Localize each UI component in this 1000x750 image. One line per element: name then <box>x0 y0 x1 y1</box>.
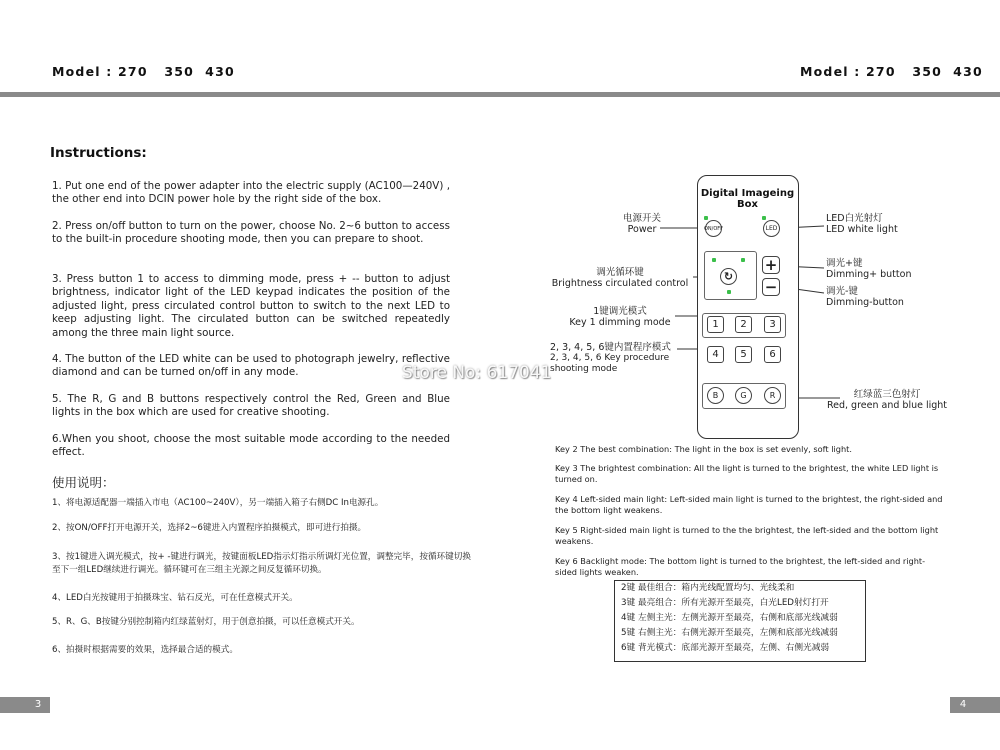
instruction-paragraph-2: 2. Press on/off button to turn on the power, choose No. 2~6 button to access to the built-in procedure shooting mode, then you can prepare to shoot. <box>52 220 450 246</box>
label-plus <box>826 258 911 280</box>
label-plus-cn: 调光+键 <box>826 258 863 269</box>
combo-line-4: 4键 左侧主光：左侧光源开至最亮，右侧和底部光线减弱 <box>621 613 838 623</box>
key-3[interactable]: 3 <box>764 316 781 333</box>
cn-instruction-5: 5、R、G、B按键分别控制箱内红绿蓝射灯，用于创意拍摄，可以任意模式开关。 <box>52 617 360 627</box>
label-led <box>826 213 898 235</box>
led-indicator <box>762 216 766 220</box>
label-key26-cn: 2, 3, 4, 5, 6键内置程序模式 <box>550 342 671 353</box>
store-watermark: Store No: 617041 <box>402 363 552 383</box>
instructions-title: Instructions: <box>50 145 147 161</box>
combo-line-6: 6键 背光模式：底部光源开至最亮，左侧、右侧光减弱 <box>621 643 830 653</box>
combo-line-3: 3键 最亮组合：所有光源开至最亮，白光LED射灯打开 <box>621 598 829 608</box>
key-6[interactable]: 6 <box>764 346 781 363</box>
key-4[interactable]: 4 <box>707 346 724 363</box>
cn-instruction-3: 3、按1键进入调光模式，按+ -键进行调光，按键面板LED指示灯指示所调灯光位置，调整完毕，按循环键切换至下一组LED继续进行调光。循环键可在三组主光源之间反复循环切换。 <box>52 552 471 575</box>
remote-title: Digital Imageing Box <box>700 188 795 210</box>
key-note-2: Key 2 The best combination: The light in the box is set evenly, soft light. <box>555 444 852 454</box>
label-rgb-cn: 红绿蓝三色射灯 <box>853 389 921 400</box>
indicator-left <box>712 258 716 262</box>
page-number-left: 3 <box>34 699 42 710</box>
cn-instruction-6: 6、拍摄时根据需要的效果，选择最合适的模式。 <box>52 645 238 655</box>
model-header-right: Model : 270 350 430 <box>800 64 983 79</box>
green-light-button[interactable]: G <box>735 387 752 404</box>
cycle-button[interactable]: ↻ <box>720 268 737 285</box>
label-cycle <box>550 267 690 289</box>
indicator-right <box>741 258 745 262</box>
instruction-paragraph-4: 4. The button of the LED white can be used to photograph jewelry, reflective diamond and can be turned on/off in any mode. <box>52 353 450 379</box>
cn-instruction-1: 1、将电源适配器一端插入市电（AC100~240V），另一端插入箱子右侧DC In电源孔。 <box>52 498 384 508</box>
red-light-button[interactable]: R <box>764 387 781 404</box>
label-cycle-cn: 调光循环键 <box>596 267 644 278</box>
key-1[interactable]: 1 <box>707 316 724 333</box>
cn-instruction-4: 4、LED白光按键用于拍摄珠宝、钻石反光，可在任意模式开关。 <box>52 593 298 603</box>
instruction-paragraph-6: 6.When you shoot, choose the most suitable mode according to the needed effect. <box>52 433 450 459</box>
cn-instructions-title: 使用说明： <box>52 475 115 490</box>
page-number-right: 4 <box>959 699 967 710</box>
combo-line-2: 2键 最佳组合：箱内光线配置均匀、光线柔和 <box>621 583 795 593</box>
indicator-bottom <box>727 290 731 294</box>
blue-light-button[interactable]: B <box>707 387 724 404</box>
label-power-cn: 电源开关 <box>622 213 661 224</box>
led-white-button[interactable]: LED <box>763 220 780 237</box>
label-key26-en: 2, 3, 4, 5, 6 Key procedure shooting mode <box>550 353 670 374</box>
label-rgb-en: Red, green and blue light <box>826 400 948 411</box>
label-key1 <box>568 306 672 328</box>
combination-summary-box <box>614 580 866 662</box>
label-minus <box>826 286 904 308</box>
label-rgb <box>826 389 948 411</box>
instruction-paragraph-3: 3. Press button 1 to access to dimming mode, press + -- button to adjust brightness, indicator light of the LED keypad indicates the position of the adjusted light, press circulated control button to switch to the next LED to keep adjusting light. The circulated button can be switched repeatedly among the three main light source. <box>52 273 450 339</box>
power-indicator <box>704 216 708 220</box>
cn-instruction-2: 2、按ON/OFF打开电源开关，选择2~6键进入内置程序拍摄模式，即可进行拍摄。 <box>52 523 367 533</box>
key-note-4: Key 4 Left-sided main light: Left-sided main light is turned to the brightest, the right-sided and the bottom light weakens. <box>555 494 943 515</box>
label-key26 <box>550 342 672 375</box>
combo-line-5: 5键 右侧主光：右侧光源开至最亮，左侧和底部光线减弱 <box>621 628 838 638</box>
dimming-plus-button[interactable]: + <box>762 256 780 274</box>
label-cycle-en: Brightness circulated control <box>551 278 689 289</box>
dimming-minus-button[interactable]: − <box>762 278 780 296</box>
key-5[interactable]: 5 <box>735 346 752 363</box>
instruction-paragraph-1: 1. Put one end of the power adapter into the electric supply (AC100—240V) , the other end into DCIN power hole by the right side of the box. <box>52 180 450 206</box>
label-led-en: LED white light <box>826 224 898 235</box>
key-note-3: Key 3 The brightest combination: All the light is turned to the brightest, the white LED light is turned on. <box>555 463 939 484</box>
label-minus-en: Dimming-button <box>826 297 904 308</box>
key-note-6: Key 6 Backlight mode: The bottom light is turned to the brightest, the left-sided and right-sided lights weaken. <box>555 556 926 577</box>
label-power <box>620 213 664 235</box>
key-2[interactable]: 2 <box>735 316 752 333</box>
power-button[interactable]: ON/OFF <box>705 220 722 237</box>
instruction-paragraph-5: 5. The R, G and B buttons respectively control the Red, Green and Blue lights in the box which are used for creative shooting. <box>52 393 450 419</box>
label-key1-cn: 1键调光模式 <box>593 306 647 317</box>
label-minus-cn: 调光-键 <box>826 286 858 297</box>
label-led-cn: LED白光射灯 <box>826 213 883 224</box>
label-plus-en: Dimming+ button <box>826 269 912 280</box>
label-power-en: Power <box>627 224 657 235</box>
label-key1-en: Key 1 dimming mode <box>569 317 671 328</box>
key-note-5: Key 5 Right-sided main light is turned to the the brightest, the left-sided and the bottom light weakens. <box>555 525 939 546</box>
model-header-left: Model : 270 350 430 <box>52 64 235 79</box>
